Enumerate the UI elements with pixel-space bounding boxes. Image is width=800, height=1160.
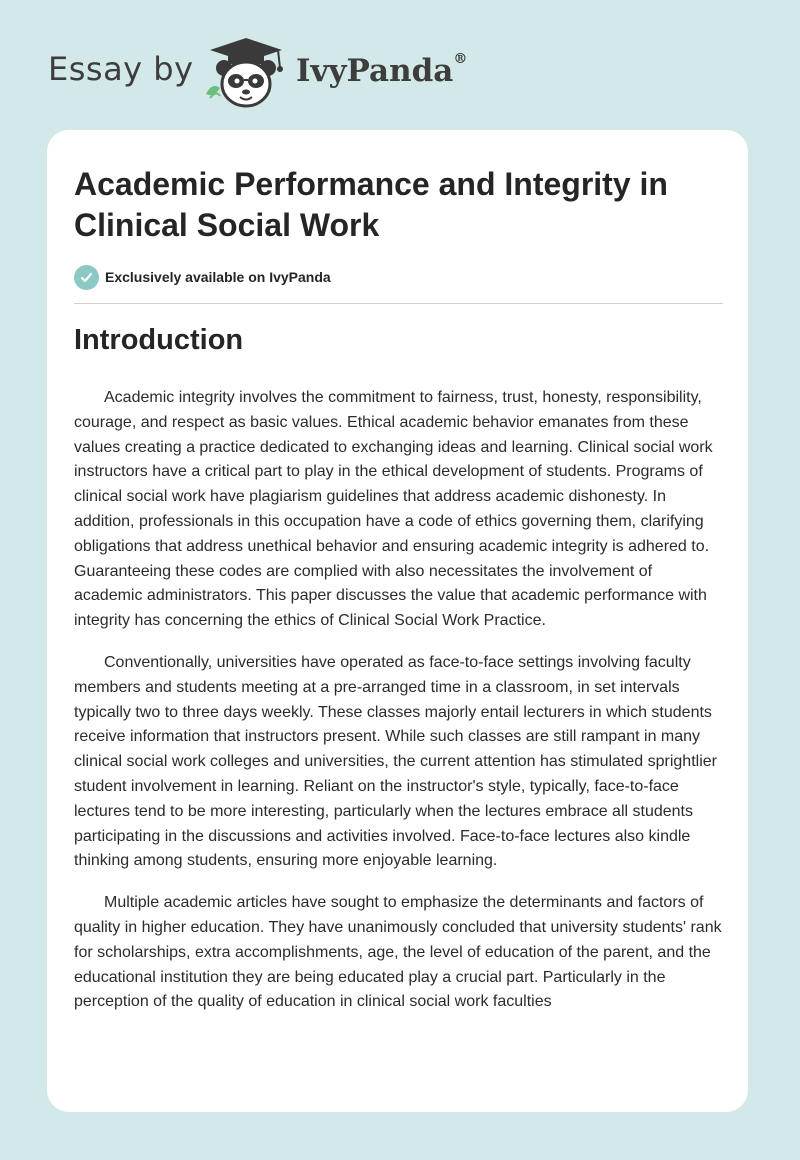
paragraph: Conventionally, universities have operated as face-to-face settings involving faculty members and students meeting at a pre-arranged time in a classroom, in set intervals typically two to three days weekly. These classes majorly entail lecturers in which students receive information that instructors present. While such classes are still rampant in many clinical social work colleges and universities, the current attention has stimulated sprightlier student involvement in learning. Reliant on the instructor's style, typically, face-to-face lectures tend to be more interesting, particularly when the lectures embrace all students participating in the discussions and activities involved. Face-to-face lectures also kindle thinking among students, ensuring more enjoyable learning. xyxy=(74,653,717,870)
divider xyxy=(74,303,723,304)
article-body xyxy=(74,386,724,1032)
essay-by-label: Essay by xyxy=(48,50,194,88)
page-title: Academic Performance and Integrity in Clinical Social Work xyxy=(74,166,668,243)
section-heading: Introduction xyxy=(74,324,244,356)
registered-mark: ® xyxy=(453,51,468,67)
exclusive-badge xyxy=(74,264,331,290)
badge-label: Exclusively available on IvyPanda xyxy=(105,269,331,285)
panda-logo-icon xyxy=(200,36,292,110)
brand-name[interactable]: IvyPanda® xyxy=(296,51,468,89)
site-header xyxy=(0,0,800,130)
check-icon xyxy=(74,265,99,290)
paragraph: Academic integrity involves the commitment to fairness, trust, honesty, responsibility, courage, and respect as basic values. Ethical academic behavior emanates from these values creating a practice dedicated to exchanging ideas and learning. Clinical social work instructors have a critical part to play in the ethical development of students. Programs of clinical social work have plagiarism guidelines that address academic dishonesty. In addition, professionals in this occupation have a code of ethics governing them, clarifying obligations that address unethical behavior and ensuring academic integrity is adhered to. Guaranteeing these codes are complied with also necessitates the involvement of academic administrators. This paper discusses the value that academic performance with integrity has concerning the ethics of Clinical Social Work Practice. xyxy=(74,389,713,630)
essay-card xyxy=(47,130,748,1112)
paragraph: Multiple academic articles have sought to emphasize the determinants and factors of quality in higher education. They have unanimously concluded that university students' rank for scholarships, extra accomplishments, age, the level of education of the parent, and the educational institution they are being educated play a crucial part. Particularly in the perception of the quality of education in clinical social work faculties xyxy=(74,894,722,1011)
